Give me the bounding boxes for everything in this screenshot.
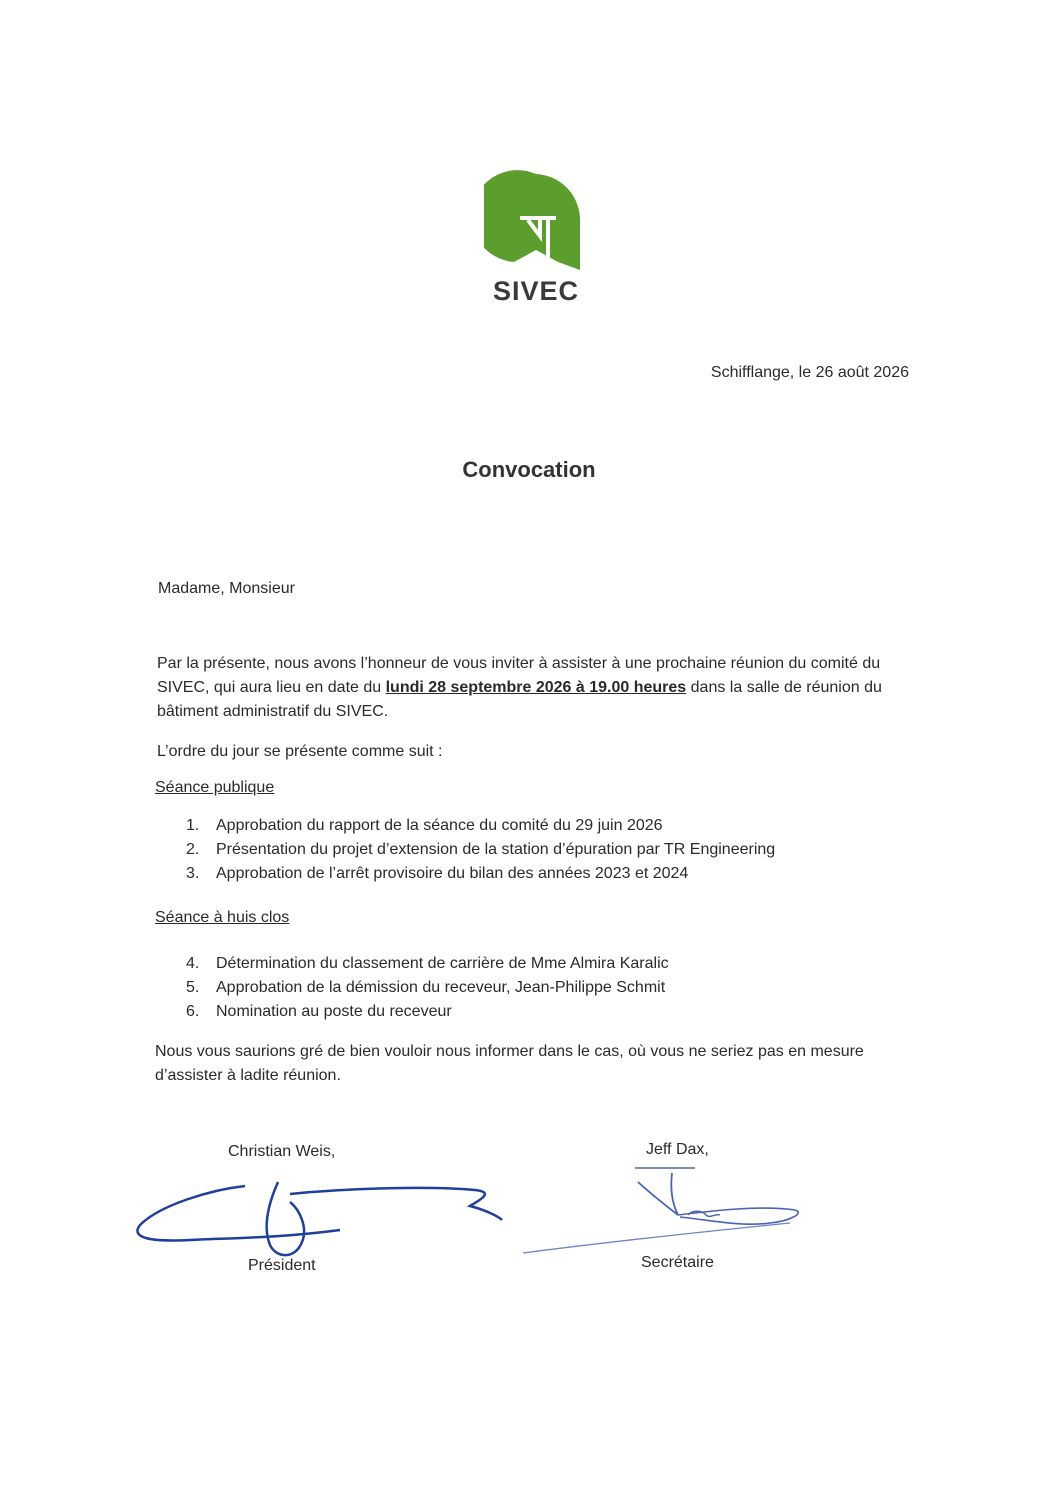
document-title: Convocation [462, 457, 596, 482]
item-text: Approbation de l’arrêt provisoire du bilan des années 2023 et 2024 [216, 865, 689, 882]
intro-text-after: dans la salle de réunion du bâtiment administratif du SIVEC. [157, 679, 882, 720]
logo-wordmark: SIVEC [492, 276, 580, 306]
item-text: Détermination du classement de carrière de Mme Almira Karalic [216, 955, 669, 972]
agenda-intro: L’ordre du jour se présente comme suit : [157, 743, 443, 760]
list-item [186, 814, 866, 838]
president-name: Christian Weis, [228, 1143, 336, 1160]
item-text: Approbation du rapport de la séance du comité du 29 juin 2026 [216, 817, 663, 834]
item-number: 1. [186, 817, 200, 834]
intro-paragraph [157, 652, 905, 724]
greeting: Madame, Monsieur [158, 580, 295, 597]
public-session-heading: Séance publique [155, 779, 275, 796]
closed-session-heading: Séance à huis clos [155, 909, 290, 926]
secretary-signature [520, 1165, 810, 1260]
closed-session-list [186, 952, 866, 1024]
meeting-datetime: lundi 28 septembre 2026 à 19.00 heures [385, 679, 687, 696]
intro-text-before: Par la présente, nous avons l’honneur de vous inviter à assister à une prochaine réunion du comité du SIVEC, qui aura lieu en date du [157, 655, 881, 696]
item-number: 5. [186, 979, 200, 996]
secretary-name: Jeff Dax, [646, 1141, 709, 1158]
sivec-logo [484, 170, 588, 310]
list-item [186, 976, 866, 1000]
list-item [186, 838, 866, 862]
secretary-role: Secrétaire [641, 1254, 714, 1271]
item-text: Nomination au poste du receveur [216, 1003, 452, 1020]
item-number: 2. [186, 841, 200, 858]
president-role: Président [248, 1257, 316, 1274]
closing-paragraph: Nous vous saurions gré de bien vouloir nous informer dans le cas, où vous ne seriez pas en mesure d’assister à ladite réunion. [155, 1043, 864, 1084]
item-number: 3. [186, 865, 200, 882]
president-signature [130, 1170, 510, 1270]
public-session-list [186, 814, 866, 886]
item-text: Présentation du projet d’extension de la station d’épuration par TR Engineering [216, 841, 776, 858]
date-line: Schifflange, le 26 août 2026 [710, 364, 909, 381]
sivec-logo-mark [484, 170, 588, 274]
item-text: Approbation de la démission du receveur, Jean-Philippe Schmit [216, 979, 666, 996]
item-number: 4. [186, 955, 200, 972]
item-number: 6. [186, 1003, 200, 1020]
list-item [186, 862, 866, 886]
list-item [186, 952, 866, 976]
list-item [186, 1000, 866, 1024]
